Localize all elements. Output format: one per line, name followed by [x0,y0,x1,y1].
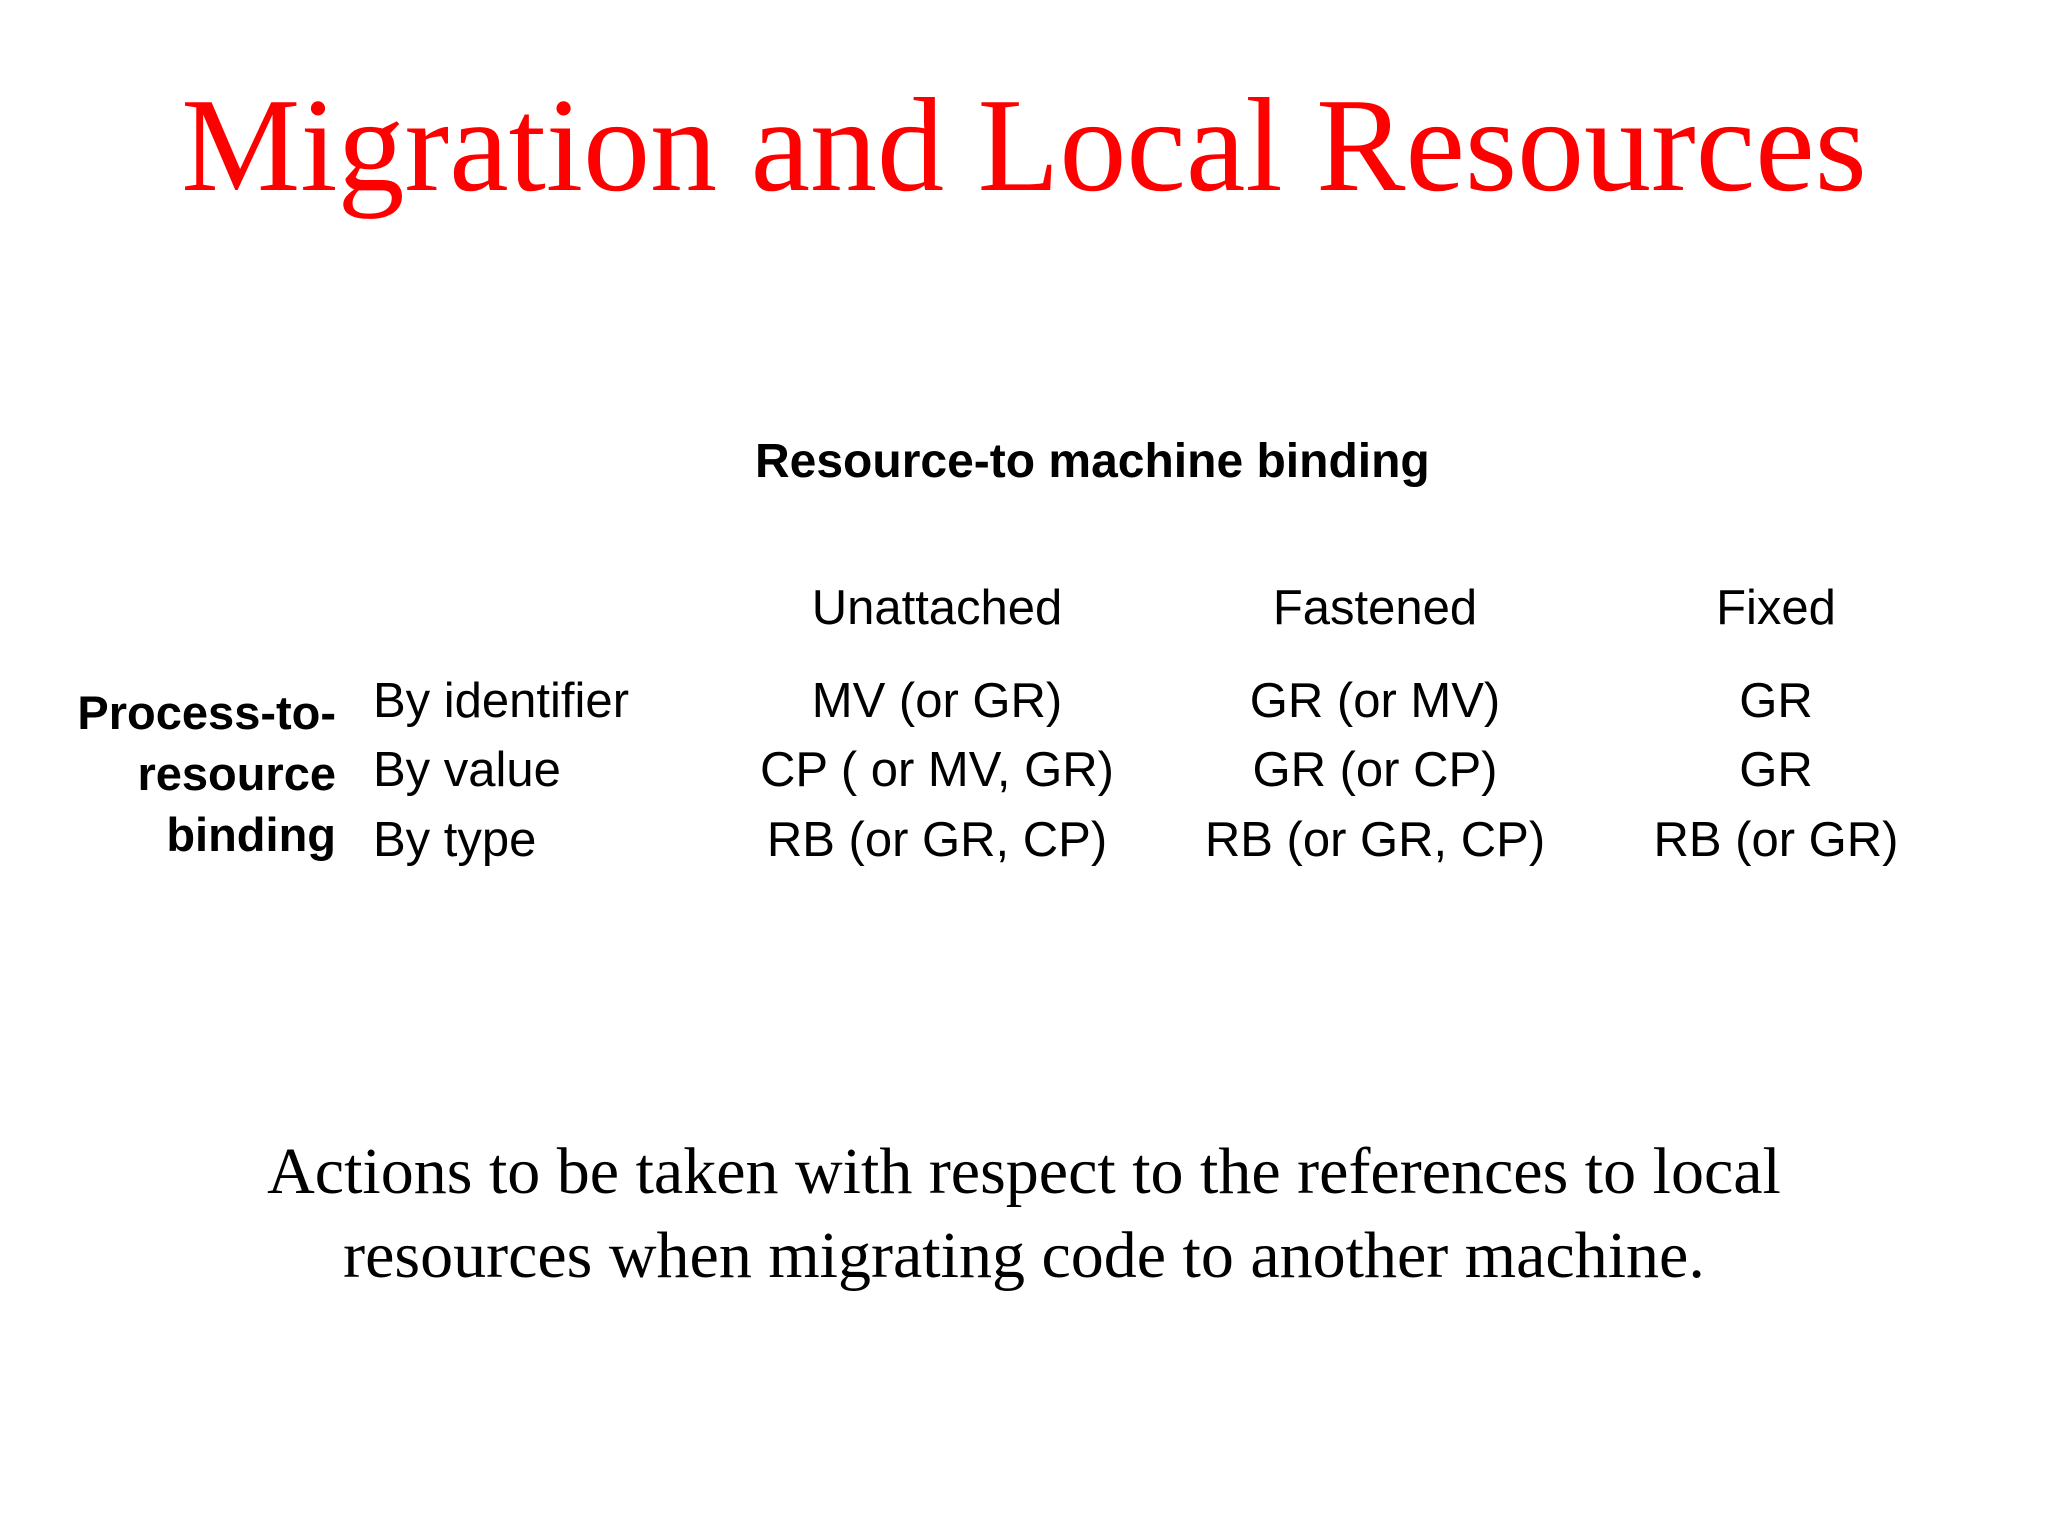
table-cell: GR (or CP) [1252,743,1498,797]
table-cell: GR (or MV) [1249,674,1501,728]
row-group-label-line: Process-to- [77,686,336,739]
row-label-by-type: By type [373,813,537,867]
slide-caption [0,1130,2048,1298]
table-cell: RB (or GR, CP) [1204,813,1546,867]
column-header-unattached: Unattached [811,581,1063,635]
row-label-by-value: By value [373,743,561,797]
row-group-label-line: resource [137,747,336,800]
table-cell: RB (or GR, CP) [766,813,1108,867]
row-group-label-line: binding [166,808,336,861]
row-label-by-identifier: By identifier [373,674,630,728]
row-group-label [40,682,336,865]
table-cell: CP ( or MV, GR) [760,743,1114,797]
caption-line: Actions to be taken with respect to the references to local [267,1135,1781,1208]
table-cell: RB (or GR) [1653,813,1899,867]
column-group-heading: Resource-to machine binding [755,435,1430,488]
column-header-fixed: Fixed [1716,581,1836,635]
table-cell: GR [1739,743,1813,797]
table-cell: MV (or GR) [811,674,1063,728]
table-cell: GR [1739,674,1813,728]
caption-line: resources when migrating code to another machine. [343,1219,1705,1292]
slide-title: Migration and Local Resources [181,71,1867,219]
column-header-fastened: Fastened [1272,581,1478,635]
